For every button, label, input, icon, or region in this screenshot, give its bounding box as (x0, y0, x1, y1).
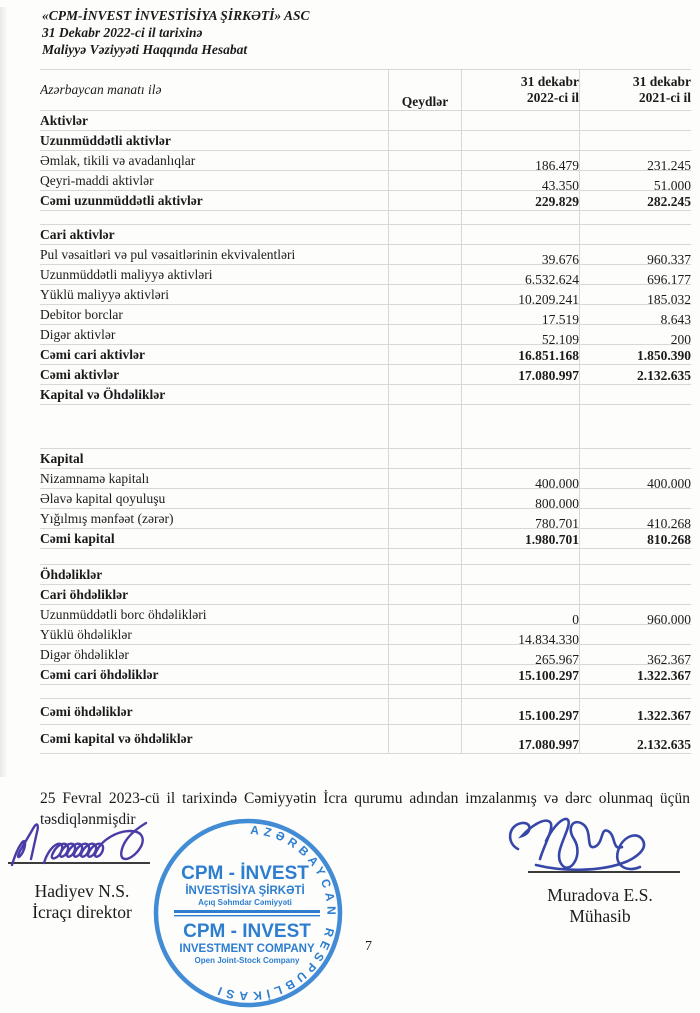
signatory-left (22, 881, 142, 923)
row-value-2022: 6.532.624 (525, 272, 579, 285)
row-value-2021: 51.000 (653, 178, 691, 191)
row-value-2021: 1.322.367 (637, 668, 691, 683)
table-row (40, 365, 691, 385)
table-row (40, 245, 691, 265)
stamp-line5: INVESTMENT COMPANY (179, 943, 315, 955)
row-label: Yüklü öhdəliklər (40, 626, 132, 642)
row-value-2022: 400.000 (535, 476, 579, 489)
signatory-right (530, 885, 670, 927)
row-value-2021: 2.132.635 (637, 368, 691, 383)
row-value-2022: 186.479 (535, 158, 579, 171)
header-year-2022: 31 dekabr 2022-ci il (462, 70, 580, 111)
row-notes-cell (389, 345, 462, 365)
row-value-2022: 17.080.997 (518, 737, 579, 752)
row-notes-cell (389, 211, 462, 225)
stamp-line1: CPM - İNVEST (181, 863, 309, 884)
svg-text:AZƏRBAYCAN RESPUBLİKASI (212, 823, 339, 1003)
row-label: Cəmi cari aktivlər (40, 346, 145, 362)
row-notes-cell (389, 305, 462, 325)
row-notes-cell (389, 325, 462, 345)
row-value-2022: 10.209.241 (518, 292, 579, 305)
signatory-right-role: Mühasib (569, 906, 631, 926)
row-value-2022: 229.829 (535, 194, 579, 209)
row-label: Digər aktivlər (40, 326, 116, 342)
row-label: Uzunmüddətli aktivlər (40, 132, 171, 148)
row-notes-cell (389, 725, 462, 754)
signature-ink-right (500, 807, 690, 885)
table-row (40, 225, 691, 245)
signature-ink-left (6, 817, 171, 869)
row-value-2022: 17.519 (541, 312, 579, 325)
row-value-2022: 39.676 (541, 252, 579, 265)
signatory-right-name: Muradova E.S. (547, 885, 653, 905)
row-label: Pul vəsaitləri və pul vəsaitlərinin ekvivalentləri (40, 246, 296, 262)
row-label: Cari öhdəliklər (40, 586, 129, 602)
header-year-2021: 31 dekabr 2021-ci il (580, 70, 692, 111)
header-currency-note: Azərbaycan manatı ilə (40, 70, 389, 111)
row-notes-cell (389, 549, 462, 565)
row-label: Kapital (40, 450, 84, 466)
stamp-line2: İNVESTİSİYA ŞİRKƏTİ (185, 885, 305, 897)
row-label: Cari aktivlər (40, 226, 115, 242)
row-value-2021: 185.032 (647, 292, 691, 305)
row-value-2022: 43.350 (541, 178, 579, 191)
row-notes-cell (389, 699, 462, 725)
row-label: Yüklü maliyyə aktivləri (40, 286, 169, 302)
row-label: Cəmi kapital və öhdəliklər (40, 731, 193, 746)
row-notes-cell (389, 111, 462, 131)
row-value-2021: 200 (670, 332, 691, 345)
row-label: Nizamnamə kapitalı (40, 470, 150, 486)
stamp-ring-text: AZƏRBAYCAN RESPUBLİKASI (211, 822, 339, 1004)
table-row (40, 345, 691, 365)
row-value-2021: 8.643 (660, 312, 691, 325)
row-value-2022: 800.000 (535, 496, 579, 509)
table-row (40, 191, 691, 211)
row-value-2021: 810.268 (647, 532, 691, 547)
row-label: Digər öhdəliklər (40, 646, 129, 662)
company-title: «CPM-İNVEST İNVESTİSİYA ŞİRKƏTİ» ASC (42, 8, 310, 23)
row-value-2021: 2.132.635 (637, 737, 691, 752)
row-value-2022: 16.851.168 (518, 348, 579, 363)
row-value-2022: 0 (572, 612, 579, 625)
table-row (40, 449, 691, 469)
table-row (40, 585, 691, 605)
row-value-2021: 696.177 (647, 272, 691, 285)
table-body (40, 111, 691, 754)
row-notes-cell (389, 151, 462, 171)
table-header-row (40, 70, 691, 111)
row-notes-cell (389, 489, 462, 509)
signatory-left-name: Hadiyev N.S. (34, 881, 130, 901)
table-row (40, 725, 691, 754)
row-notes-cell (389, 665, 462, 685)
table-row (40, 605, 691, 625)
row-value-2021: 960.000 (647, 612, 691, 625)
page-number: 7 (365, 939, 372, 954)
row-notes-cell (389, 605, 462, 625)
row-label: Aktivlər (40, 112, 88, 128)
row-notes-cell (389, 469, 462, 489)
row-value-2021: 1.322.367 (637, 708, 691, 723)
row-notes-cell (389, 625, 462, 645)
row-label: Cəmi cari öhdəliklər (40, 666, 159, 682)
table-row (40, 385, 691, 405)
table-row (40, 405, 691, 449)
row-label: Öhdəliklər (40, 566, 103, 582)
row-value-2021: 282.245 (647, 194, 691, 209)
row-notes-cell (389, 365, 462, 385)
row-notes-cell (389, 265, 462, 285)
table-row (40, 685, 691, 699)
row-label: Cəmi aktivlər (40, 366, 120, 382)
table-row (40, 549, 691, 565)
row-value-2021: 410.268 (647, 516, 691, 529)
row-value-2022: 15.100.297 (518, 668, 579, 683)
row-notes-cell (389, 245, 462, 265)
row-value-2021: 960.337 (647, 252, 691, 265)
stamp-line3: Açıq Səhmdar Cəmiyyəti (198, 898, 292, 907)
row-notes-cell (389, 585, 462, 605)
row-notes-cell (389, 191, 462, 211)
row-notes-cell (389, 285, 462, 305)
row-value-2022: 52.109 (541, 332, 579, 345)
row-value-2022: 265.967 (535, 652, 579, 665)
row-value-2021: 231.245 (647, 158, 691, 171)
company-stamp (148, 813, 348, 1013)
row-label: Cəmi öhdəliklər (40, 703, 133, 719)
row-value-2022: 780.701 (535, 516, 579, 529)
row-label: Debitor borclar (40, 306, 123, 322)
row-value-2021: 362.367 (647, 652, 691, 665)
row-value-2022: 15.100.297 (518, 708, 579, 723)
row-label: Əmlak, tikili və avadanlıqlar (40, 152, 196, 168)
table-row (40, 489, 691, 509)
table-row (40, 469, 691, 489)
row-label: Uzunmüddətli borc öhdəlikləri (40, 606, 207, 622)
approval-statement: 25 Fevral 2023-cü il tarixində Cəmiyyətin İcra qurumu adından imzalanmış və dərc olunmaq üçün təsdiqlənmişdir (40, 790, 690, 828)
table-header (40, 70, 691, 111)
row-label: Cəmi uzunmüddətli aktivlər (40, 192, 203, 208)
table-row (40, 699, 691, 725)
row-notes-cell (389, 449, 462, 469)
stamp-line6: Open Joint-Stock Company (194, 956, 300, 965)
stamp-line4: CPM - INVEST (183, 921, 311, 942)
report-title: Maliyyə Vəziyyəti Haqqında Hesabat (42, 42, 248, 57)
row-label: Kapital və Öhdəliklər (40, 386, 166, 402)
row-notes-cell (389, 565, 462, 585)
row-value-2021: 400.000 (647, 476, 691, 489)
table-row (40, 265, 691, 285)
row-notes-cell (389, 509, 462, 529)
row-value-2021: 1.850.390 (637, 348, 691, 363)
balance-sheet-table (40, 69, 691, 754)
row-notes-cell (389, 385, 462, 405)
table-row (40, 305, 691, 325)
document-header (42, 7, 700, 58)
row-value-2022: 17.080.997 (518, 368, 579, 383)
row-notes-cell (389, 685, 462, 699)
table-row (40, 625, 691, 645)
row-label: Əlavə kapital qoyuluşu (40, 490, 166, 506)
table-row (40, 509, 691, 529)
table-row (40, 529, 691, 549)
row-label: Cəmi kapital (40, 530, 115, 546)
table-row (40, 171, 691, 191)
table-row (40, 285, 691, 305)
table-row (40, 131, 691, 151)
table-row (40, 325, 691, 345)
row-notes-cell (389, 171, 462, 191)
report-date: 31 Dekabr 2022-ci il tarixinə (42, 25, 203, 40)
row-label: Uzunmüddətli maliyyə aktivləri (40, 266, 213, 282)
table-row (40, 645, 691, 665)
table-row (40, 111, 691, 131)
signatory-left-role: İcraçı direktor (32, 902, 132, 922)
row-notes-cell (389, 405, 462, 449)
table-row (40, 565, 691, 585)
row-notes-cell (389, 529, 462, 549)
row-value-2022: 14.834.330 (518, 632, 579, 645)
row-notes-cell (389, 225, 462, 245)
row-notes-cell (389, 131, 462, 151)
row-notes-cell (389, 645, 462, 665)
table-row (40, 151, 691, 171)
row-label: Qeyri-maddi aktivlər (40, 172, 154, 188)
row-value-2022: 1.980.701 (525, 532, 579, 547)
row-label: Yığılmış mənfəət (zərər) (40, 510, 174, 526)
table-row (40, 211, 691, 225)
table-row (40, 665, 691, 685)
header-notes-column: Qeydlər (389, 70, 462, 111)
